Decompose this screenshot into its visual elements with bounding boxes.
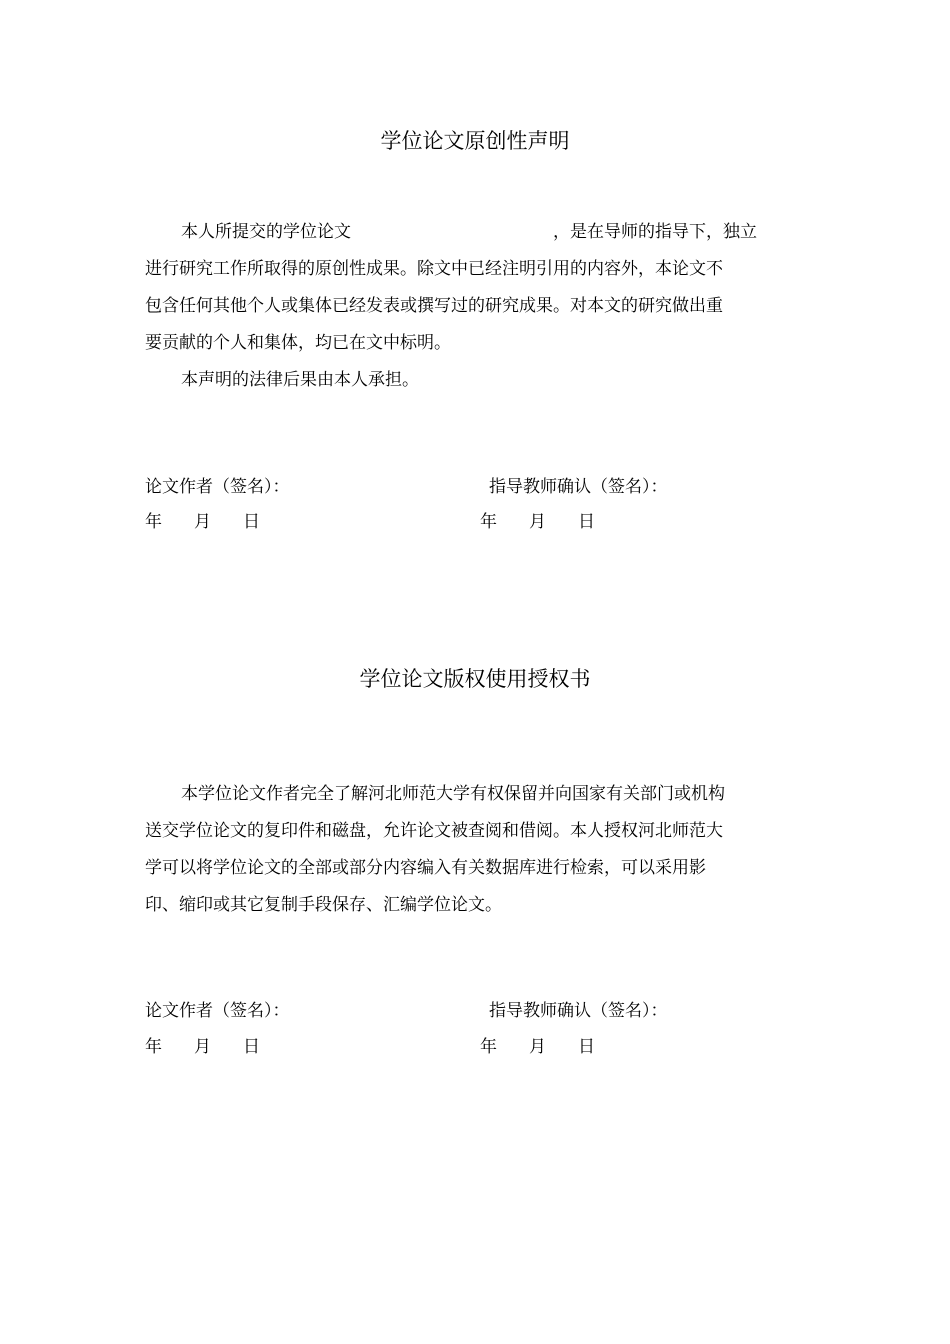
originality-line-2: 进行研究工作所取得的原创性成果。除文中已经注明引用的内容外，本论文不 bbox=[145, 259, 723, 279]
originality-line-1b: ，是在导师的指导下，独立 bbox=[553, 222, 757, 242]
date-year: 年 bbox=[480, 512, 497, 532]
originality-body bbox=[145, 214, 805, 399]
originality-advisor-signature: 指导教师确认（签名）： bbox=[489, 477, 668, 497]
originality-title: 学位论文原创性声明 bbox=[380, 129, 570, 153]
date-day: 日 bbox=[578, 512, 595, 532]
copyright-author-signature: 论文作者（签名）： bbox=[145, 1001, 290, 1021]
copyright-author-date bbox=[145, 1035, 260, 1059]
originality-line-3: 包含任何其他个人或集体已经发表或撰写过的研究成果。对本文的研究做出重 bbox=[145, 296, 723, 316]
date-month: 月 bbox=[529, 1037, 546, 1057]
date-month: 月 bbox=[194, 512, 211, 532]
originality-line-4: 要贡献的个人和集体，均已在文中标明。 bbox=[145, 333, 451, 353]
copyright-line-1: 本学位论文作者完全了解河北师范大学有权保留并向国家有关部门或机构 bbox=[181, 784, 725, 804]
originality-line-1a: 本人所提交的学位论文 bbox=[181, 222, 351, 242]
copyright-advisor-signature: 指导教师确认（签名）： bbox=[489, 1001, 668, 1021]
date-year: 年 bbox=[480, 1037, 497, 1057]
originality-author-signature: 论文作者（签名）： bbox=[145, 477, 290, 497]
date-year: 年 bbox=[145, 512, 162, 532]
originality-author-date bbox=[145, 510, 260, 534]
copyright-body bbox=[145, 776, 805, 924]
copyright-line-4: 印、缩印或其它复制手段保存、汇编学位论文。 bbox=[145, 895, 502, 915]
date-year: 年 bbox=[145, 1037, 162, 1057]
date-day: 日 bbox=[243, 512, 260, 532]
copyright-advisor-date bbox=[480, 1035, 595, 1059]
originality-line-5: 本声明的法律后果由本人承担。 bbox=[181, 370, 419, 390]
date-day: 日 bbox=[243, 1037, 260, 1057]
date-month: 月 bbox=[194, 1037, 211, 1057]
copyright-title: 学位论文版权使用授权书 bbox=[359, 667, 591, 691]
originality-line-1 bbox=[145, 214, 805, 251]
originality-advisor-date bbox=[480, 510, 595, 534]
copyright-line-2: 送交学位论文的复印件和磁盘，允许论文被查阅和借阅。本人授权河北师范大 bbox=[145, 821, 723, 841]
date-day: 日 bbox=[578, 1037, 595, 1057]
date-month: 月 bbox=[529, 512, 546, 532]
copyright-line-3: 学可以将学位论文的全部或部分内容编入有关数据库进行检索，可以采用影 bbox=[145, 858, 706, 878]
